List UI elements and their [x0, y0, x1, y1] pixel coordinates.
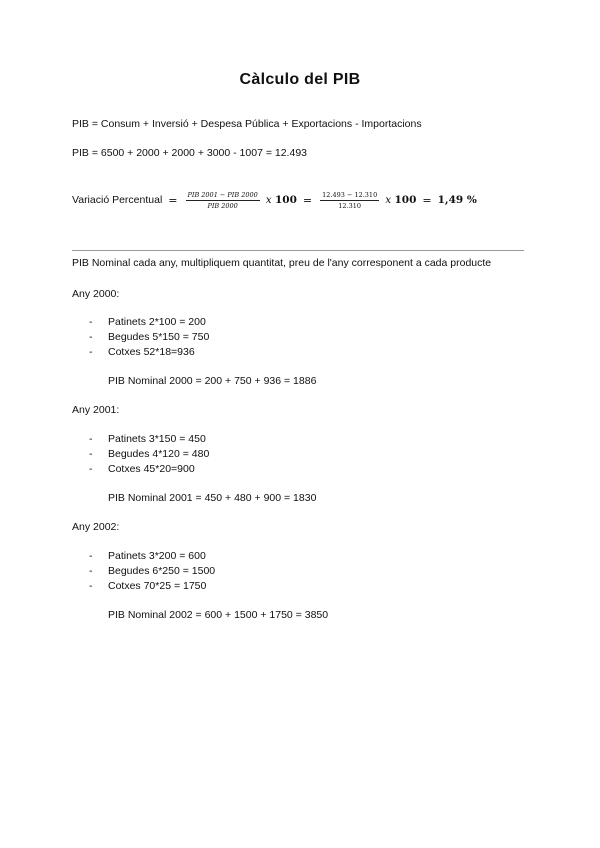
year-heading: Any 2001:	[72, 404, 120, 416]
list-item: - Begudes 4*120 = 480	[89, 448, 210, 460]
list-item: - Patinets 2*100 = 200	[89, 316, 206, 328]
year-heading: Any 2002:	[72, 521, 120, 533]
page-title: Càlculo del PIB	[239, 71, 361, 88]
pib-values: PIB = 6500 + 2000 + 2000 + 3000 - 1007 = 12.493	[72, 147, 307, 159]
equals-sign: =	[422, 193, 432, 207]
variation-label: Variació Percentual	[72, 194, 163, 206]
multiply-term: x 100	[265, 194, 297, 206]
fraction-denominator: 12.310	[338, 201, 362, 210]
fraction-denominator: PIB 2000	[207, 201, 238, 210]
year-heading: Any 2000:	[72, 288, 120, 300]
list-item: - Cotxes 45*20=900	[89, 463, 195, 475]
fraction-symbolic	[186, 191, 260, 210]
year-total: PIB Nominal 2001 = 450 + 480 + 900 = 1830	[108, 492, 317, 504]
fraction-numerator: 12.493 − 12.310	[322, 190, 378, 199]
list-item: - Patinets 3*200 = 600	[89, 550, 206, 562]
list-item: - Patinets 3*150 = 450	[89, 433, 206, 445]
multiply-term: x 100	[385, 194, 417, 206]
pib-formula: PIB = Consum + Inversió + Despesa Pública + Exportacions - Importacions	[72, 118, 422, 130]
variation-result: 1,49 %	[437, 194, 477, 206]
list-item: - Cotxes 70*25 = 1750	[89, 580, 207, 592]
equals-sign: =	[302, 193, 313, 207]
nominal-intro: PIB Nominal cada any, multipliquem quantitat, preu de l'any corresponent a cada producte	[72, 257, 492, 269]
list-item: - Begudes 6*250 = 1500	[89, 565, 216, 577]
list-item: - Begudes 5*150 = 750	[89, 331, 210, 343]
list-item: - Cotxes 52*18=936	[89, 346, 195, 358]
year-total: PIB Nominal 2002 = 600 + 1500 + 1750 = 3850	[108, 609, 329, 621]
variation-formula	[72, 186, 477, 214]
equals-sign: =	[168, 193, 178, 207]
fraction-numerator: PIB 2001 − PIB 2000	[187, 190, 258, 199]
year-total: PIB Nominal 2000 = 200 + 750 + 936 = 1886	[108, 375, 317, 387]
horizontal-divider	[72, 250, 524, 251]
fraction-numeric	[320, 191, 379, 210]
